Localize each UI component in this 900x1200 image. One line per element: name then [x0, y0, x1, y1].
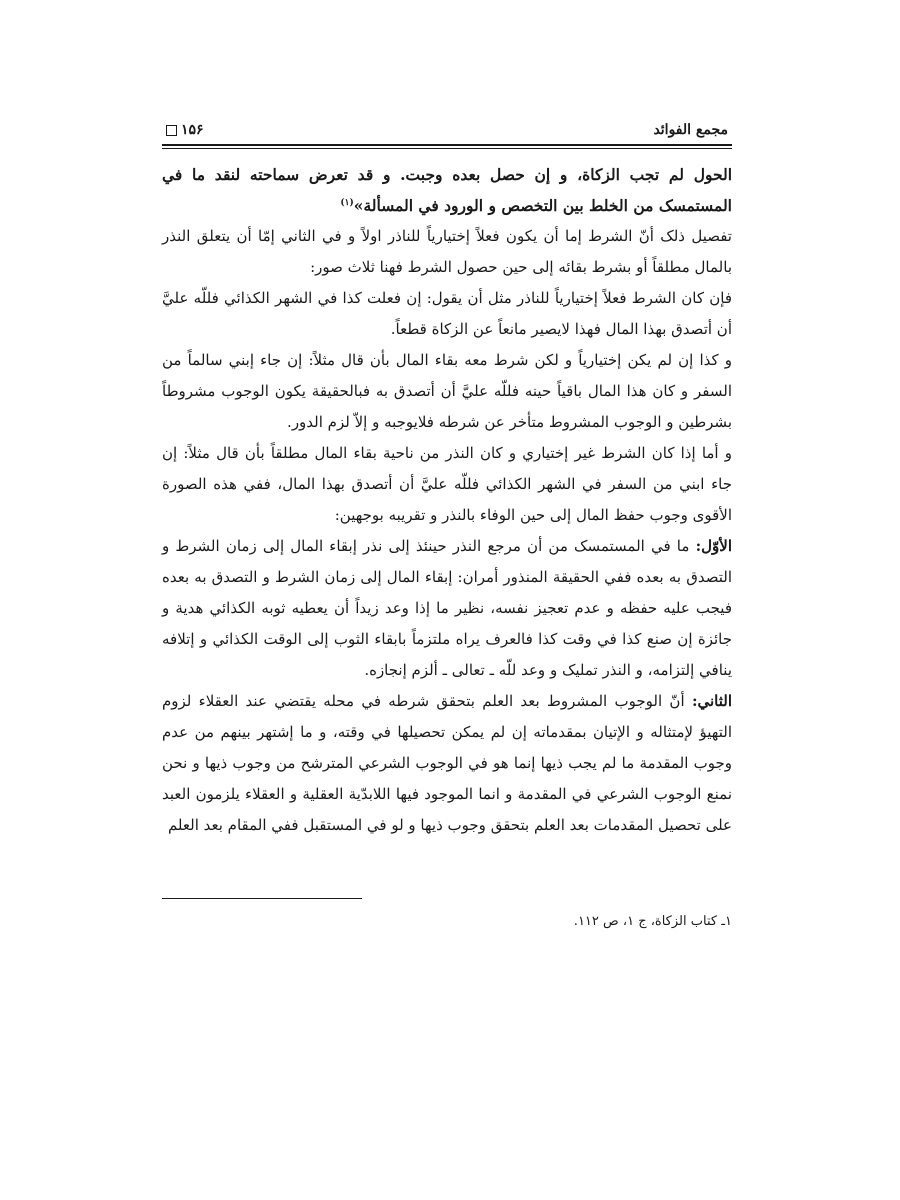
page: [162, 112, 732, 841]
footnote-rule: [162, 898, 362, 899]
paragraph-1: تفصيل ذلک أنّ الشرط إما أن يكون فعلاً إختيارياً للناذر اولاً و في الثاني إمّا أن يتعلق النذر بالمال مطلقاً أو بشرط بقائه إلى حين حصول الشرط فهنا ثلاث صور:: [162, 227, 732, 276]
paragraph-second-point: [162, 686, 732, 841]
first-point-text: ما في المستمسک من أن مرجع النذر حينئذ إلى نذر إبقاء المال إلى زمان الشرط و التصدق به بعده ففي الحقيقة المنذور أمران: إبقاء المال إلى زمان الشرط و التصدق به بعده فيجب عليه حفظه و عدم تعجيز نفسه، نظير ما إذا وعد زيداً أن يعطيه ثوبه الكذائي هدية و جائزة إن صنع كذا في وقت كذا فالعرف يراه ملتزماً بابقاء الثوب إلى الوقت الكذائي و إتلافه ينافي إلتزامه، و النذر تمليک و وعد للّه ـ تعالى ـ ألزم إنجازه.: [162, 537, 732, 679]
quote-paragraph: [162, 159, 732, 221]
book-title: مجمع الفوائد: [653, 122, 728, 138]
page-number-group: [166, 122, 204, 138]
page-number: ۱۵۶: [181, 122, 204, 138]
second-point-lead: الثاني:: [691, 692, 732, 710]
first-point-lead: الأوّل:: [695, 537, 732, 555]
footnote-ref: (۱): [340, 197, 354, 208]
body-text: [162, 149, 732, 841]
paragraph-2: فإن كان الشرط فعلاً إختيارياً للناذر مثل أن يقول: إن فعلت كذا في الشهر الكذائي فللّه عليَّ أن أتصدق بهذا المال فهذا لايصير مانعاً عن الزكاة قطعاً.: [162, 289, 732, 338]
square-box-icon: [166, 125, 177, 136]
footnote: ۱ـ كتاب الزكاة، ج ۱، ص ۱۱۲.: [573, 914, 732, 929]
second-point-text: أنّ الوجوب المشروط بعد العلم بتحقق شرطه في محله يقتضي عند العقلاء لزوم التهيؤ لإمتثاله و الإتيان بمقدماته إن لم يمكن تحصيلها في وقته، و ما إشتهر بينهم من عدم وجوب المقدمة ما لم يجب ذيها إنما هو في الوجوب الشرعي المترشح من وجوب ذيها و نحن نمنع الوجوب الشرعي في المقدمة و انما الموجود فيها اللابدّية العقلية و العقلاء يلزمون العبد على تحصيل المقدمات بعد العلم بتحقق وجوب ذيها و لو في المستقبل ففي المقام بعد العلم: [162, 692, 732, 834]
paragraph-first-point: [162, 531, 732, 686]
paragraph-4: و أما إذا كان الشرط غير إختياري و كان النذر من ناحية بقاء المال مطلقاً بأن قال مثلاً: إن جاء ابني من السفر في الشهر الكذائي فللّه عليَّ أن أتصدق بهذا المال، ففي هذه الصورة الأقوى وجوب حفظ المال إلى حين الوفاء بالنذر و تقريبه بوجهين:: [162, 444, 732, 524]
header-rule-thick: [162, 144, 732, 146]
page-header: [162, 112, 732, 142]
quote-text: الحول لم تجب الزكاة، و إن حصل بعده وجبت. و قد تعرض سماحته لنقد ما في المستمسک من الخلط بين التخصص و الورود في المسألة»: [162, 165, 732, 215]
paragraph-3: و كذا إن لم يكن إختيارياً و لكن شرط معه بقاء المال بأن قال مثلاً: إن جاء إبني سالماً من السفر و كان هذا المال باقياً حينه فللّه عليَّ أن أتصدق به فبالحقيقة يكون الوجوب مشروطاً بشرطين و الوجوب المشروط متأخر عن شرطه فلايوجبه و إلاّ لزم الدور.: [162, 351, 732, 431]
